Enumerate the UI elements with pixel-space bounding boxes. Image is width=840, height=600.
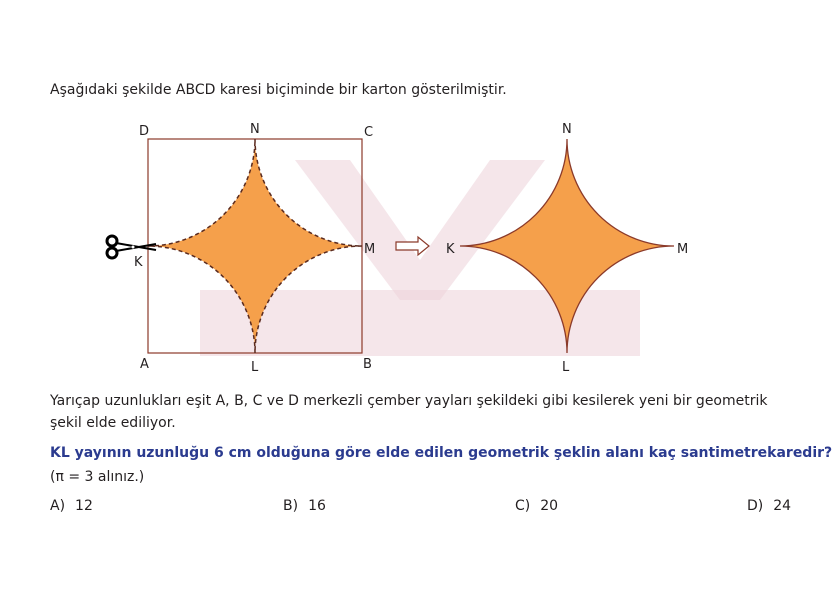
label-c: C [364, 125, 374, 140]
option-c-value: 20 [540, 498, 559, 514]
option-a[interactable] [50, 498, 93, 514]
label-k-right: K [446, 242, 455, 257]
label-a: A [140, 357, 149, 372]
option-c-letter: C) [515, 498, 531, 514]
label-n-left: N [250, 122, 260, 137]
option-b[interactable] [283, 498, 326, 514]
option-b-value: 16 [308, 498, 326, 514]
label-m-right: M [677, 242, 689, 257]
option-b-letter: B) [283, 498, 299, 514]
intro-text: Aşağıdaki şekilde ABCD karesi biçiminde bir karton gösterilmiştir. [50, 82, 507, 98]
option-d[interactable] [747, 498, 791, 514]
scissors-icon [107, 236, 156, 258]
label-l-right: L [562, 360, 570, 375]
option-c[interactable] [515, 498, 558, 514]
label-d: D [139, 124, 150, 139]
paragraph-text: Yarıçap uzunlukları eşit A, B, C ve D merkezli çember yayları şekildeki gibi kesilerek yeni bir geometrik şekil elde ediliyor. [50, 393, 768, 431]
option-d-letter: D) [747, 498, 764, 514]
option-d-value: 24 [773, 498, 792, 514]
question-text: KL yayının uzunluğu 6 cm olduğuna göre elde edilen geometrik şeklin alanı kaç santimetrekaredir? [50, 445, 833, 461]
option-a-value: 12 [75, 498, 93, 514]
option-a-letter: A) [50, 498, 66, 514]
label-m-left: M [364, 242, 376, 257]
label-n-right: N [562, 122, 572, 137]
label-k-left: K [134, 255, 143, 270]
note-text: (π = 3 alınız.) [50, 469, 145, 485]
label-l-left: L [251, 360, 259, 375]
label-b: B [363, 357, 372, 372]
